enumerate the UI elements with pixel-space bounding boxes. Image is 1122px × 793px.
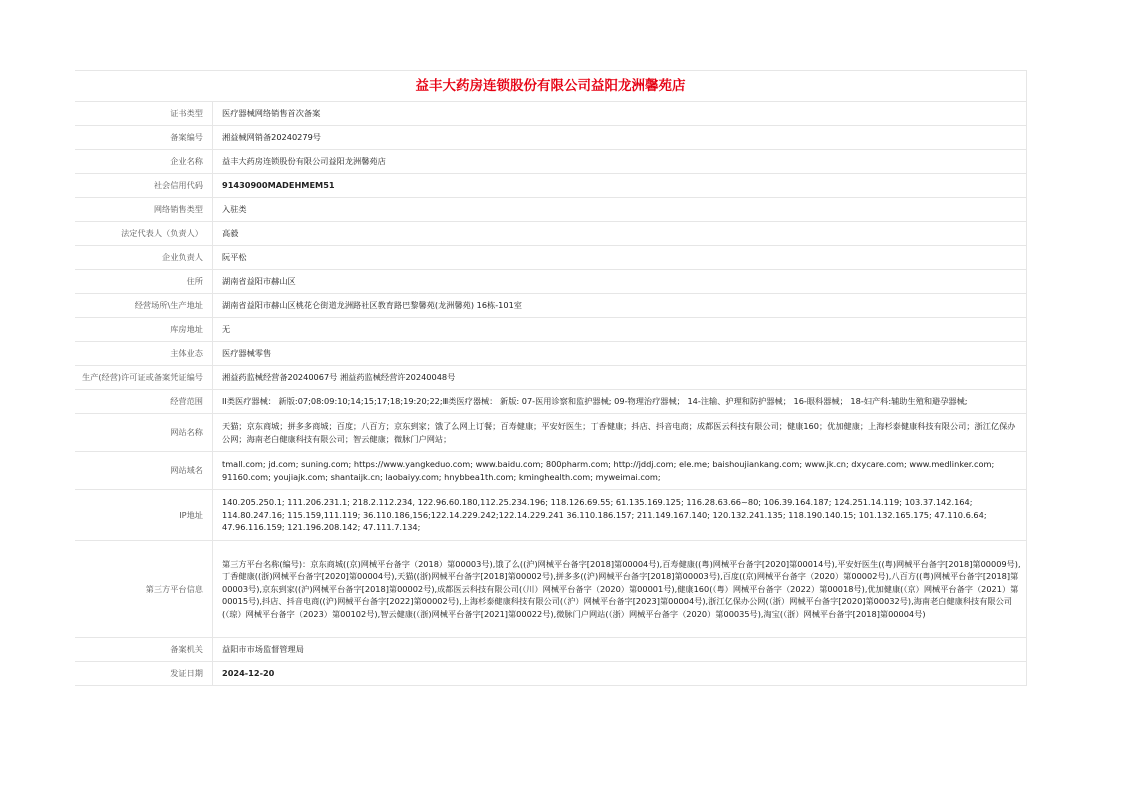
row-value: 湘益药监械经营备20240067号 湘益药监械经营许20240048号 — [213, 366, 1027, 390]
record-table — [75, 101, 1027, 686]
row-value: 140.205.250.1; 111.206.231.1; 218.2.112.234, 122.96.60.180,112.25.234.196; 118.126.69.55; 61.135.169.125; 116.28.63.66~80; 106.39.164.187; 124.251.14.119; 103.37.142.164; 114.80.247.16; 115.159,111.119; 36.110.186,156;122.14.229.242;122.14.229.241 36.110.186.157; 211.149.167.140; 120.132.241.135; 118.190.140.15; 101.132.165.175; 47.110.6.64; 47.96.116.159; 121.196.208.142; 47.111.7.134; — [213, 490, 1027, 541]
row-value: 高毅 — [213, 222, 1027, 246]
row-label: 第三方平台信息 — [75, 541, 213, 638]
table-row — [75, 294, 1027, 318]
table-row — [75, 390, 1027, 414]
table-row — [75, 638, 1027, 662]
row-label: 社会信用代码 — [75, 174, 213, 198]
row-label: 网络销售类型 — [75, 198, 213, 222]
row-value: 天猫；京东商城；拼多多商城；百度；八百方；京东到家；饿了么网上订餐；百寿健康；平安好医生；丁香健康；抖店、抖音电商；成都医云科技有限公司；健康160；优加健康；上海杉泰健康科技有限公司；浙江亿保办公网；海南老白健康科技有限公司；智云健康；微脉门户网站； — [213, 414, 1027, 452]
row-value: 益阳市市场监督管理局 — [213, 638, 1027, 662]
table-row — [75, 222, 1027, 246]
row-value: 第三方平台名称(编号)：京东商城((京)网械平台备字（2018）第00003号),饿了么((沪)网械平台备字[2018]第00004号),百寿健康((粤)网械平台备字[2020]第00014号),平安好医生((粤)网械平台备字[2018]第00009号),丁香健康((浙)网械平台备字[2020]第00004号),天猫((浙)网械平台备字[2018]第00002号),拼多多((沪)网械平台备字[2018]第00003号),百度((京)网械平台备字（2020）第00002号),八百方((粤)网械平台备字[2018]第00003号),京东到家((沪)网械平台备字[2018]第00002号),成都医云科技有限公司(（川）网械平台备字（2020）第00001号),健康160(（粤）网械平台备字（2022）第00018号),优加健康(（京）网械平台备字（2021）第00015号),抖店、抖音电商((沪)网械平台备字[2022]第00002号),上海杉泰健康科技有限公司(（沪）网械平台备字[2023]第00004号),浙江亿保办公网(（浙）网械平台备字[2020]第00032号),海南老白健康科技有限公司(（琼）网械平台备字（2023）第00102号),智云健康(（浙)网械平台备字[2021]第00022号),微脉门户网站(（浙）网械平台备字（2020）第00035号),淘宝(（浙）网械平台备字[2018]第00004号) — [213, 541, 1027, 638]
table-row — [75, 414, 1027, 452]
row-label: 主体业态 — [75, 342, 213, 366]
row-label: 发证日期 — [75, 662, 213, 686]
row-label: 备案编号 — [75, 126, 213, 150]
row-label: 生产(经营)许可证或备案凭证编号 — [75, 366, 213, 390]
row-value: 2024-12-20 — [213, 662, 1027, 686]
row-label: 库房地址 — [75, 318, 213, 342]
row-label: 备案机关 — [75, 638, 213, 662]
row-label: 网站名称 — [75, 414, 213, 452]
row-label: 企业负责人 — [75, 246, 213, 270]
table-row — [75, 318, 1027, 342]
table-row — [75, 452, 1027, 490]
row-label: 证书类型 — [75, 102, 213, 126]
table-row — [75, 126, 1027, 150]
table-row — [75, 342, 1027, 366]
table-row — [75, 150, 1027, 174]
table-row — [75, 541, 1027, 638]
row-value: 益丰大药房连锁股份有限公司益阳龙洲馨苑店 — [213, 150, 1027, 174]
table-row — [75, 246, 1027, 270]
record-sheet — [75, 70, 1027, 686]
table-row — [75, 270, 1027, 294]
table-row — [75, 198, 1027, 222]
page-title: 益丰大药房连锁股份有限公司益阳龙洲馨苑店 — [75, 70, 1027, 101]
row-value: 医疗器械零售 — [213, 342, 1027, 366]
row-value: 湘益械网销备20240279号 — [213, 126, 1027, 150]
row-label: IP地址 — [75, 490, 213, 541]
row-label: 住所 — [75, 270, 213, 294]
table-row — [75, 490, 1027, 541]
row-label: 经营范围 — [75, 390, 213, 414]
row-value: 阮平松 — [213, 246, 1027, 270]
table-row — [75, 366, 1027, 390]
row-value: 无 — [213, 318, 1027, 342]
table-row — [75, 174, 1027, 198]
row-value: 入驻类 — [213, 198, 1027, 222]
row-label: 网站域名 — [75, 452, 213, 490]
row-value: 医疗器械网络销售首次备案 — [213, 102, 1027, 126]
row-label: 企业名称 — [75, 150, 213, 174]
row-label: 法定代表人（负责人） — [75, 222, 213, 246]
table-row — [75, 102, 1027, 126]
row-value: 湖南省益阳市赫山区 — [213, 270, 1027, 294]
row-label: 经营场所\生产地址 — [75, 294, 213, 318]
row-value: 91430900MADEHMEM51 — [213, 174, 1027, 198]
table-row — [75, 662, 1027, 686]
row-value: 湖南省益阳市赫山区桃花仑街道龙洲路社区教育路巴黎馨苑(龙洲馨苑) 16栋-101室 — [213, 294, 1027, 318]
row-value: II类医疗器械： 新版:07;08:09:10;14;15;17;18;19:20;22;Ⅲ类医疗器械： 新版: 07-医用诊察和监护器械; 09-物理治疗器械； 14-注输、护理和防护器械； 16-眼科器械； 18-妇产科:辅助生殖和避孕器械; — [213, 390, 1027, 414]
row-value: tmall.com; jd.com; suning.com; https://www.yangkeduo.com; www.baidu.com; 800pharm.com; http://jddj.com; ele.me; baishoujiankang.com; www.jk.cn; dxycare.com; www.medlinker.com; 91160.com; youjiajk.com; shantaijk.cn; laobaiyy.com; hnybbea1th.com; kminghealth.com; myweimai.com; — [213, 452, 1027, 490]
